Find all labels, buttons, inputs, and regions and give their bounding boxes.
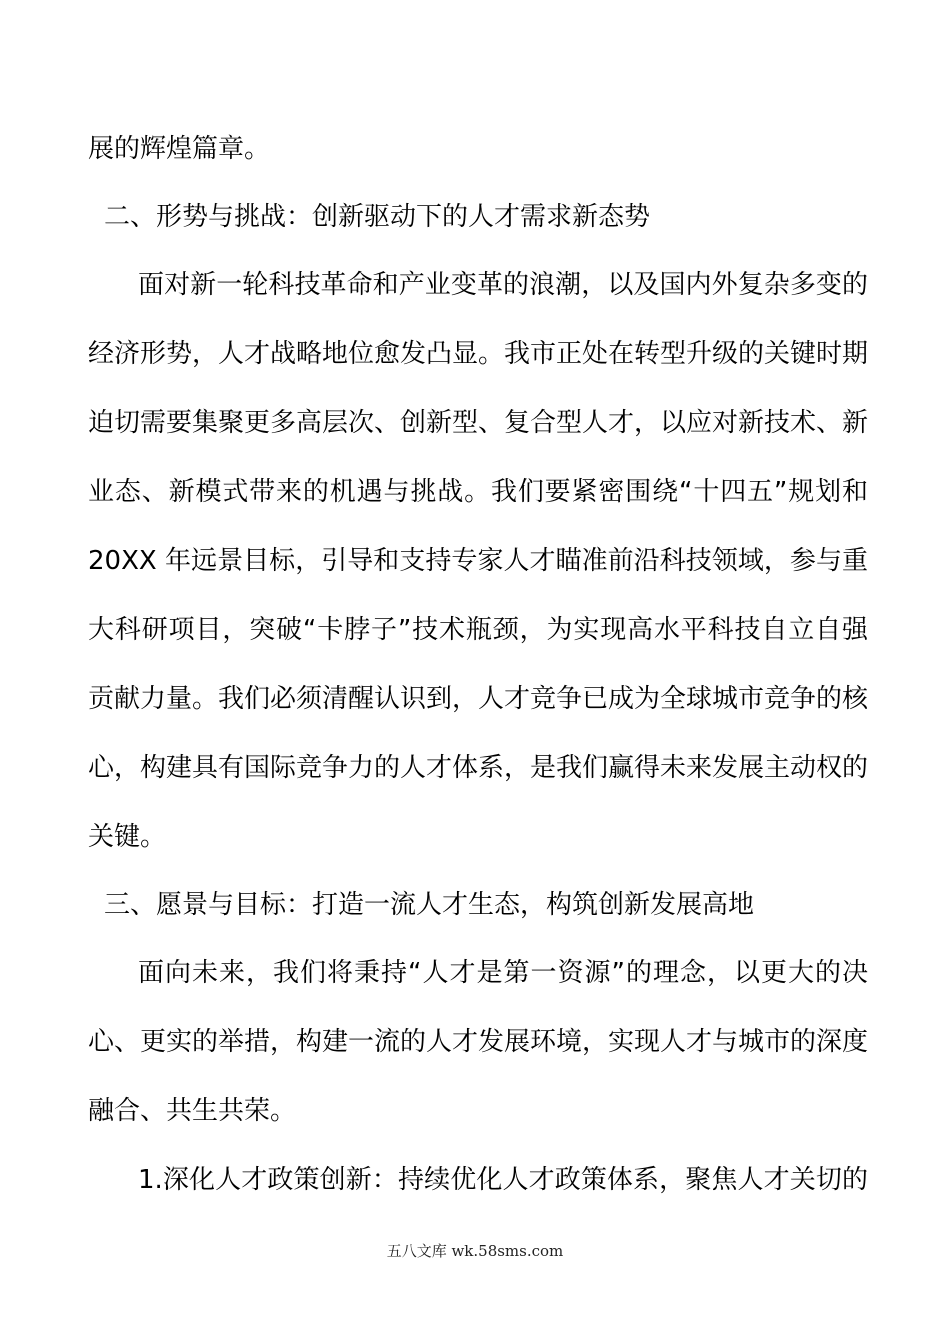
paragraph-line: 20XX 年远景目标，引导和支持专家人才瞄准前沿科技领域，参与重: [88, 546, 868, 576]
paragraph-line: 融合、共生共荣。: [88, 1096, 297, 1126]
paragraph-line: 展的辉煌篇章。: [88, 134, 271, 164]
section-heading: 二、形势与挑战：创新驱动下的人才需求新态势: [104, 202, 651, 232]
paragraph-line: 业态、新模式带来的机遇与挑战。我们要紧密围绕“十四五”规划和: [88, 477, 868, 507]
section-heading: 三、愿景与目标：打造一流人才生态，构筑创新发展高地: [104, 890, 755, 920]
paragraph-line: 大科研项目，突破“卡脖子”技术瓶颈，为实现高水平科技自立自强: [88, 615, 868, 645]
paragraph-line: 心，构建具有国际竞争力的人才体系，是我们赢得未来发展主动权的: [88, 753, 869, 783]
list-item-line: 1.深化人才政策创新：持续优化人才政策体系，聚焦人才关切的: [138, 1165, 868, 1195]
paragraph-line: 关键。: [88, 822, 167, 852]
paragraph-line: 迫切需要集聚更多高层次、创新型、复合型人才，以应对新技术、新: [88, 408, 869, 438]
page-footer: 五八文库 wk.58sms.com: [386, 1242, 564, 1260]
paragraph-line: 心、更实的举措，构建一流的人才发展环境，实现人才与城市的深度: [88, 1027, 869, 1057]
paragraph-line: 贡献力量。我们必须清醒认识到，人才竞争已成为全球城市竞争的核: [88, 684, 869, 714]
paragraph-line: 面对新一轮科技革命和产业变革的浪潮，以及国内外复杂多变的: [138, 270, 868, 300]
paragraph-line: 面向未来，我们将秉持“人才是第一资源”的理念，以更大的决: [138, 958, 868, 988]
paragraph-line: 经济形势，人才战略地位愈发凸显。我市正处在转型升级的关键时期: [88, 339, 869, 369]
